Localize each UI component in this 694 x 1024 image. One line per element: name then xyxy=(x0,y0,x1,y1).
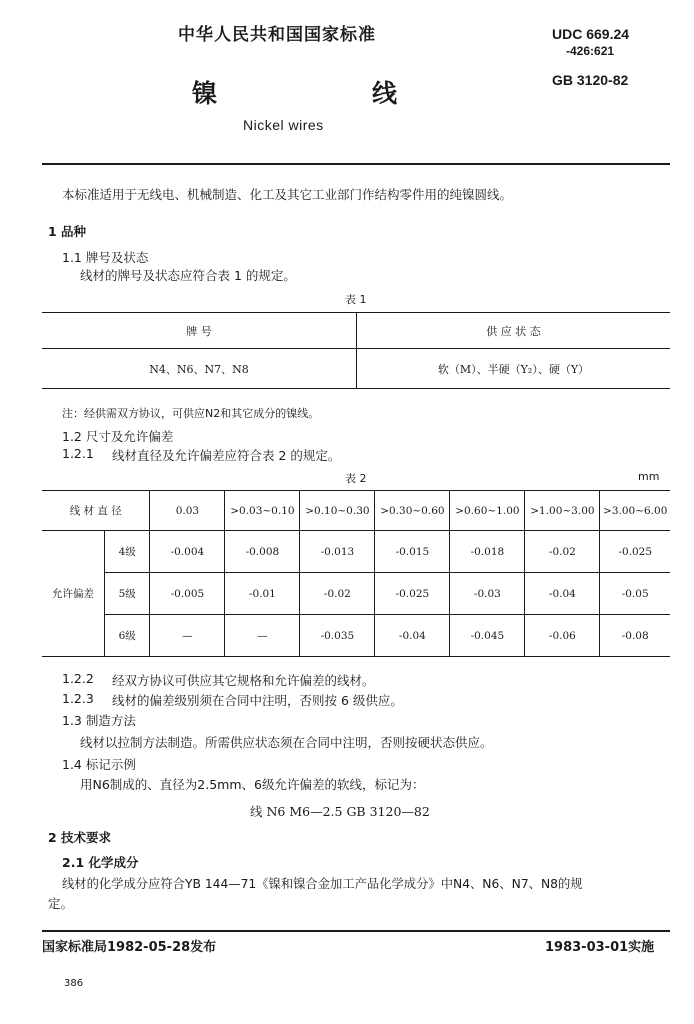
gb-number: GB 3120-82 xyxy=(552,72,629,88)
table2-grade: 6级 xyxy=(105,615,150,657)
section-1-1-text: 线材的牌号及状态应符合表 1 的规定。 xyxy=(80,268,296,283)
table2-diameter: >0.10~0.30 xyxy=(300,491,375,531)
table2-cell: -0.013 xyxy=(300,531,375,573)
table2-grade: 5级 xyxy=(105,573,150,615)
intro-paragraph: 本标准适用于无线电、机械制造、化工及其它工业部门作结构零件用的纯镍圆线。 xyxy=(62,187,513,202)
table2-cell: -0.06 xyxy=(525,615,600,657)
section-2-heading: 2 技术要求 xyxy=(48,830,112,845)
table2-grade: 4级 xyxy=(105,531,150,573)
section-1-3-text: 线材以拉制方法制造。所需供应状态须在合同中注明，否则按硬状态供应。 xyxy=(80,735,493,750)
issue-date: 国家标准局1982-05-28发布 xyxy=(42,940,217,955)
section-2-1-text-line1: 线材的化学成分应符合YB 144—71《镍和镍合金加工产品化学成分》中N4、N6、N7、N8的规 xyxy=(62,877,583,891)
udc-number-line2: -426:621 xyxy=(566,44,615,58)
doc-title-char1: 镍 xyxy=(192,79,218,108)
table2-cell: -0.008 xyxy=(225,531,300,573)
table2-cell: -0.02 xyxy=(525,531,600,573)
section-1-2-1-num: 1.2.1 xyxy=(62,446,94,461)
table1-note: 注：经供需双方协议，可供应N2和其它成分的镍线。 xyxy=(62,407,320,420)
section-1-2-3-num: 1.2.3 xyxy=(62,691,94,706)
table2-diameter: >3.00~6.00 xyxy=(600,491,670,531)
table2-diameter: 0.03 xyxy=(150,491,225,531)
table2-cell: -0.025 xyxy=(600,531,670,573)
section-2-1-heading: 2.1 化学成分 xyxy=(62,855,139,870)
table1-cell-states: 软（M）、半硬（Y₂）、硬（Y） xyxy=(357,349,671,389)
table2-cell: -0.045 xyxy=(450,615,525,657)
section-1-3-heading: 1.3 制造方法 xyxy=(62,713,136,728)
section-1-4-heading: 1.4 标记示例 xyxy=(62,757,136,772)
table2-cell: -0.01 xyxy=(225,573,300,615)
table2-cell: -0.005 xyxy=(150,573,225,615)
section-1-1-heading: 1.1 牌号及状态 xyxy=(62,250,149,265)
footer-divider xyxy=(42,930,670,932)
table2-diameter: >1.00~3.00 xyxy=(525,491,600,531)
section-2-1-text-line2: 定。 xyxy=(48,896,74,911)
table2-cell: -0.08 xyxy=(600,615,670,657)
section-1-heading: 1 品种 xyxy=(48,224,87,239)
table2-cell: — xyxy=(225,615,300,657)
table2-cell: -0.04 xyxy=(525,573,600,615)
section-1-2-1-text: 线材直径及允许偏差应符合表 2 的规定。 xyxy=(112,448,341,463)
marking-example: 线 N6 M6—2.5 GB 3120—82 xyxy=(250,804,430,819)
section-1-4-text: 用N6制成的、直径为2.5mm、6级允许偏差的软线，标记为： xyxy=(80,777,425,792)
table2-cell: -0.015 xyxy=(375,531,450,573)
table2-cell: — xyxy=(150,615,225,657)
section-1-2-2-text: 经双方协议可供应其它规格和允许偏差的线材。 xyxy=(112,673,375,688)
table2-diameter-label: 线 材 直 径 xyxy=(42,491,150,531)
table2-cell: -0.025 xyxy=(375,573,450,615)
table1-header-state: 供 应 状 态 xyxy=(357,313,671,349)
table2-cell: -0.018 xyxy=(450,531,525,573)
table2-tolerance-label: 允许偏差 xyxy=(42,531,105,657)
table2-cell: -0.035 xyxy=(300,615,375,657)
table2-cell: -0.03 xyxy=(450,573,525,615)
table2-caption: 表 2 xyxy=(345,472,367,485)
section-1-2-3-text: 线材的偏差级别须在合同中注明，否则按 6 级供应。 xyxy=(112,693,403,708)
effective-date: 1983-03-01实施 xyxy=(545,940,655,955)
header-divider xyxy=(42,163,670,165)
table1-cell-grades: N4、N6、N7、N8 xyxy=(42,349,357,389)
table2-diameter: >0.60~1.00 xyxy=(450,491,525,531)
table2-cell: -0.02 xyxy=(300,573,375,615)
table2-cell: -0.004 xyxy=(150,531,225,573)
doc-title-char2: 线 xyxy=(372,79,398,108)
table2-cell: -0.04 xyxy=(375,615,450,657)
table2-cell: -0.05 xyxy=(600,573,670,615)
table-1 xyxy=(42,312,670,389)
standard-title: 中华人民共和国国家标准 xyxy=(178,25,376,45)
doc-title-english: Nickel wires xyxy=(243,117,324,133)
table2-diameter: >0.30~0.60 xyxy=(375,491,450,531)
table-2 xyxy=(42,490,670,657)
table2-diameter: >0.03~0.10 xyxy=(225,491,300,531)
section-1-2-heading: 1.2 尺寸及允许偏差 xyxy=(62,429,174,444)
udc-number: UDC 669.24 xyxy=(552,26,630,42)
page-number: 386 xyxy=(64,978,84,989)
table1-header-grade: 牌 号 xyxy=(42,313,357,349)
table1-caption: 表 1 xyxy=(345,293,367,306)
table2-unit: mm xyxy=(638,470,660,483)
section-1-2-2-num: 1.2.2 xyxy=(62,671,94,686)
